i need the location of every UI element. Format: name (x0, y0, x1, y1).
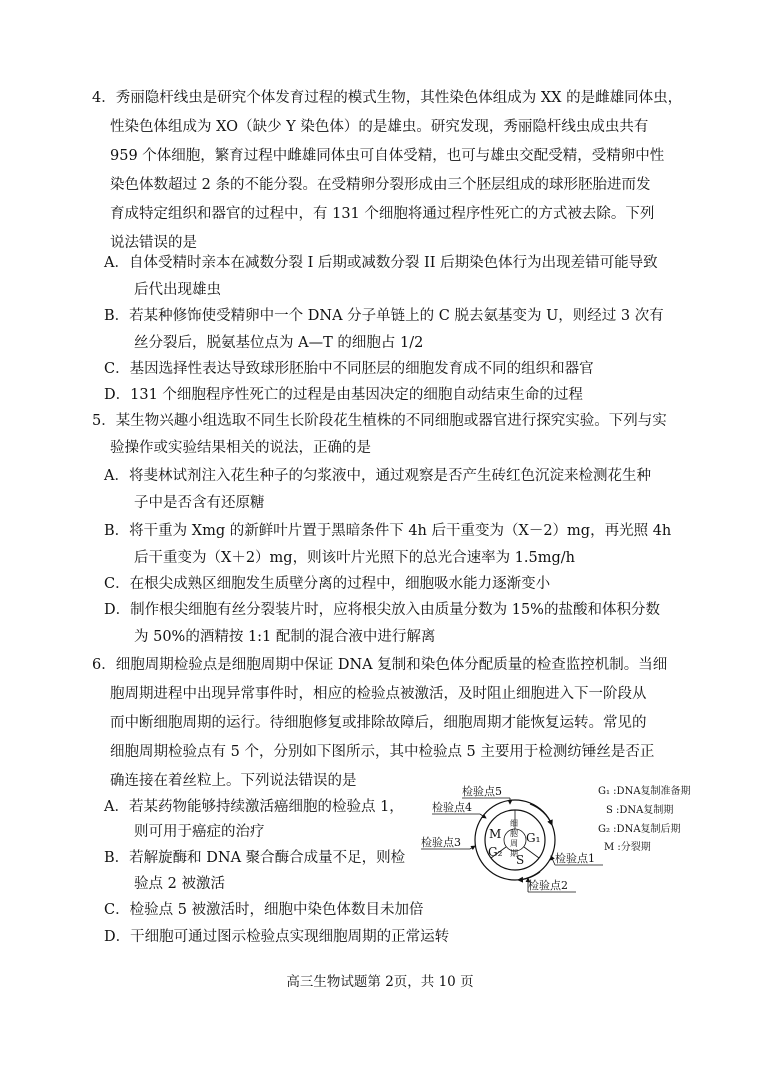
phase-label-g2: G₂ (488, 845, 503, 859)
q6-stem-line: 细胞周期检验点有 5 个，分别如下图所示，其中检验点 5 主要用于检测纺锤丝是否正 (110, 744, 655, 760)
q6-stem-line: 6．细胞周期检验点是细胞周期中保证 DNA 复制和染色体分配质量的检查监控机制。当细 (92, 657, 668, 673)
checkpoint-4-leader (480, 814, 486, 818)
page-footer: 高三生物试题第 2页，共 10 页 (286, 974, 474, 990)
q4-stem-line: 4．秀丽隐杆线虫是研究个体发育过程的模式生物，其性染色体组成为 XX 的是雌雄同体虫， (92, 90, 683, 106)
phase-label-s: S (516, 853, 525, 867)
center-text-char: 细 (510, 819, 518, 828)
q6-stem-line: 而中断细胞周期的运行。待细胞修复或排除故障后，细胞周期才能恢复运转。常见的 (110, 715, 647, 731)
checkpoint-3-leader (470, 846, 475, 849)
q5-option-a-cont: 子中是否含有还原糖 (134, 495, 265, 511)
checkpoint-5-label: 检验点5 (462, 785, 502, 798)
q4-option-b: B．若某种修饰使受精卵中一个 DNA 分子单链上的 C 脱去氨基变为 U，则经过 3 次有 (104, 308, 664, 324)
checkpoint-3-label: 检验点3 (421, 836, 461, 849)
legend-g1: G₁ :DNA复制准备期 (598, 786, 691, 797)
q4-stem-line: 959 个体细胞，繁育过程中雌雄同体虫可自体受精，也可与雄虫交配受精，受精卵中性 (110, 148, 665, 164)
center-text-char: 胞 (510, 829, 518, 838)
phase-label-m: M (489, 827, 502, 841)
q4-option-d: D．131 个细胞程序性死亡的过程是由基因决定的细胞自动结束生命的过程 (104, 387, 583, 403)
cell-cycle-diagram (418, 780, 720, 900)
q5-option-d: D．制作根尖细胞有丝分裂装片时，应将根尖放入由质量分数为 15%的盐酸和体积分数 (104, 602, 660, 618)
q4-stem-line: 性染色体组成为 XO（缺少 Y 染色体）的是雄虫。研究发现，秀丽隐杆线虫成虫共有 (110, 119, 649, 135)
phase-label-g1: G₁ (526, 831, 541, 845)
q5-option-b-cont: 后干重变为（X＋2）mg，则该叶片光照下的总光合速率为 1.5mg/h (134, 550, 576, 566)
q6-option-b: B．若解旋酶和 DNA 聚合酶合成量不足，则检 (104, 850, 406, 866)
q6-option-d: D．干细胞可通过图示检验点实现细胞周期的正常运转 (104, 929, 450, 945)
q6-option-b-cont: 验点 2 被激活 (134, 876, 225, 892)
q4-stem-line: 育成特定组织和器官的过程中，有 131 个细胞将通过程序性死亡的方式被去除。下列 (110, 206, 655, 222)
q4-option-a: A．自体受精时亲本在减数分裂 I 后期或减数分裂 II 后期染色体行为出现差错可能导致 (104, 255, 658, 271)
q6-option-c: C．检验点 5 被激活时，细胞中染色体数目未加倍 (104, 902, 424, 918)
q5-stem-line: 验操作或实验结果相关的说法，正确的是 (110, 440, 371, 456)
q6-option-a-cont: 则可用于癌症的治疗 (134, 824, 265, 840)
q6-stem-line: 确连接在着丝粒上。下列说法错误的是 (110, 773, 357, 789)
center-text-char: 期 (510, 849, 518, 858)
cycle-arrow (530, 804, 552, 825)
q6-option-a: A．若某药物能够持续激活癌细胞的检验点 1， (104, 799, 404, 815)
checkpoint-1-label: 检验点1 (555, 852, 595, 865)
checkpoint-2-label: 检验点2 (528, 879, 568, 892)
legend-s: S :DNA复制期 (606, 805, 674, 816)
q5-option-a: A．将斐林试剂注入花生种子的匀浆液中，通过观察是否产生砖红色沉淀来检测花生种 (104, 468, 651, 484)
checkpoint-4-label: 检验点4 (432, 801, 472, 814)
legend-m: M :分裂期 (604, 842, 651, 853)
legend-g2: G₂ :DNA复制后期 (598, 824, 681, 835)
q5-option-c: C．在根尖成熟区细胞发生质壁分离的过程中，细胞吸水能力逐渐变小 (104, 576, 551, 592)
phase-divider (524, 847, 539, 858)
q5-stem-line: 5．某生物兴趣小组选取不同生长阶段花生植株的不同细胞或器官进行探究实验。下列与实 (92, 413, 667, 429)
q4-option-c: C．基因选择性表达导致球形胚胎中不同胚层的细胞发育成不同的组织和器官 (104, 361, 594, 377)
q6-stem-line: 胞周期进程中出现异常事件时，相应的检验点被激活，及时阻止细胞进入下一阶段从 (110, 686, 647, 702)
q4-stem-line: 说法错误的是 (110, 235, 197, 251)
q4-option-a-cont: 后代出现雄虫 (134, 282, 221, 298)
q5-option-d-cont: 为 50%的酒精按 1:1 配制的混合液中进行解离 (134, 629, 436, 645)
q4-stem-line: 染色体数超过 2 条的不能分裂。在受精卵分裂形成由三个胚层组成的球形胚胎进而发 (110, 177, 651, 193)
q4-option-b-cont: 丝分裂后，脱氨基位点为 A—T 的细胞占 1/2 (134, 335, 424, 351)
center-text-char: 周 (510, 839, 518, 848)
q5-option-b: B．将干重为 Xmg 的新鲜叶片置于黑暗条件下 4h 后干重变为（X－2）mg，再光照 4h (104, 523, 672, 539)
